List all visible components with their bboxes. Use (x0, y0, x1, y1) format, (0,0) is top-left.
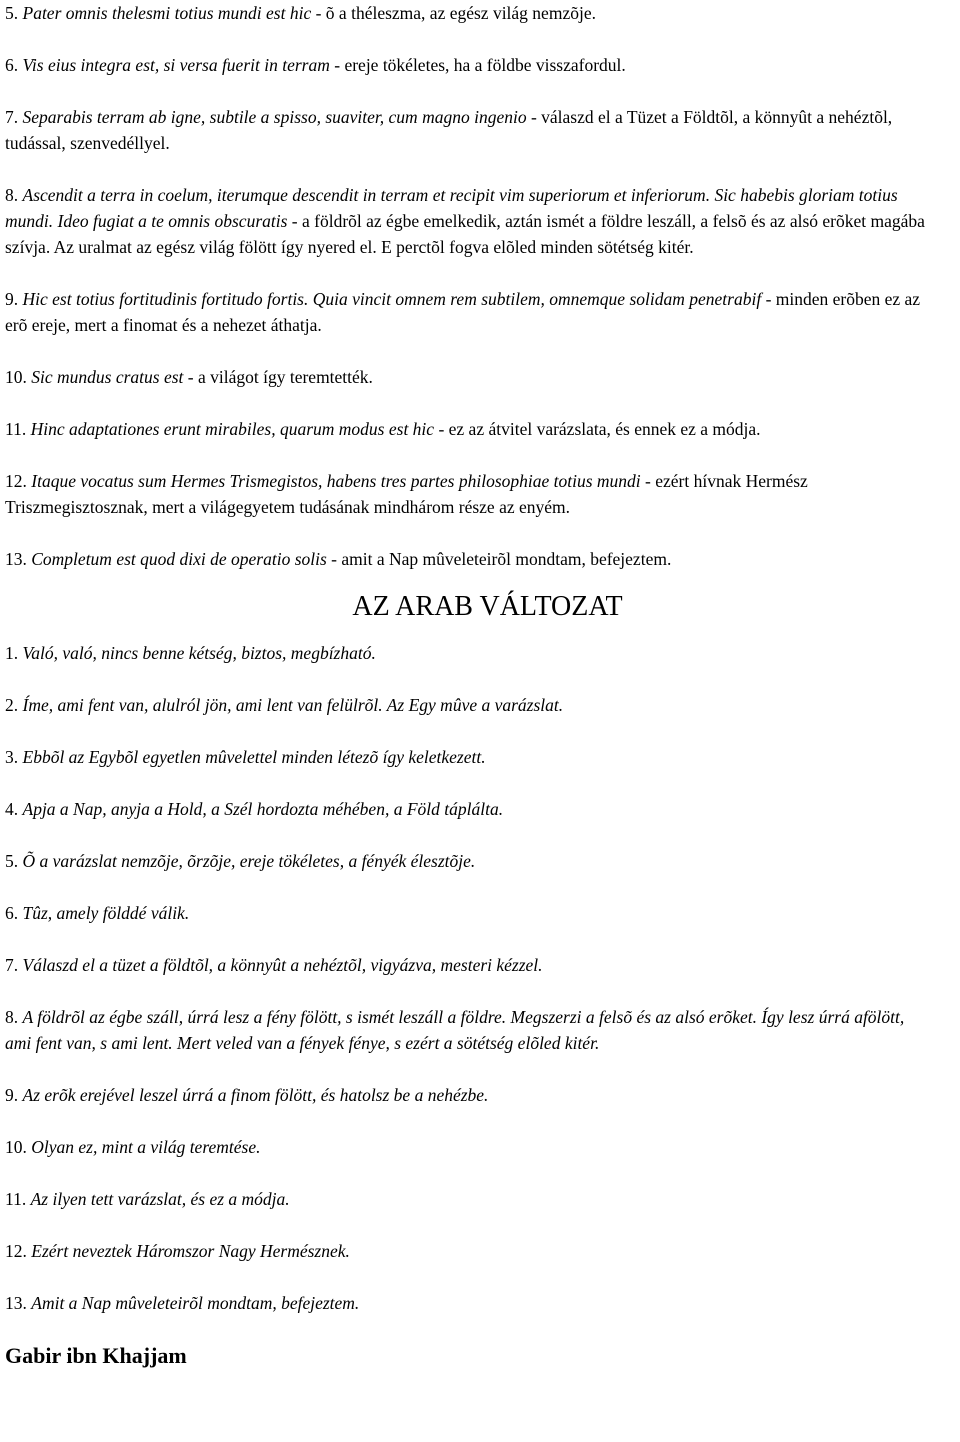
latin-text: Hinc adaptationes erunt mirabiles, quarum modus est hic (30, 419, 435, 439)
arab-paragraph-10 (5, 1134, 930, 1160)
latin-paragraph-9 (5, 286, 930, 338)
paragraph-text: Íme, ami fent van, alulról jön, ami lent van felülrõl. Az Egy mûve a varázslat. (22, 695, 564, 715)
hungarian-translation: - a földrõl az égbe emelkedik, aztán ismét a földre leszáll, a felsõ és az alsó erõket magába szívja. Az uralmat az egész világ fölött így nyered el. E perctõl fogva elõled minden sötétség kitér. (5, 211, 925, 257)
arab-paragraph-11 (5, 1186, 930, 1212)
hungarian-translation: - ezért hívnak Hermész Triszmegisztosznak, mert a világegyetem tudásának mindhárom része az enyém. (5, 471, 808, 517)
arab-paragraph-7 (5, 952, 930, 978)
latin-paragraph-6 (5, 52, 930, 78)
paragraph-number: 4. (5, 799, 19, 819)
paragraph-number: 10. (5, 367, 27, 387)
paragraph-text: Az erõk erejével leszel úrrá a finom fölött, és hatolsz be a nehézbe. (22, 1085, 489, 1105)
paragraph-number: 8. (5, 1007, 19, 1027)
arab-paragraph-2 (5, 692, 930, 718)
hungarian-translation: - ereje tökéletes, ha a földbe visszafordul. (329, 55, 626, 75)
paragraph-text: Amit a Nap mûveleteirõl mondtam, befejeztem. (31, 1293, 360, 1313)
paragraph-number: 8. (5, 185, 19, 205)
hungarian-translation: - õ a théleszma, az egész világ nemzõje. (311, 3, 596, 23)
paragraph-number: 3. (5, 747, 19, 767)
paragraph-number: 10. (5, 1137, 27, 1157)
arab-paragraph-4 (5, 796, 930, 822)
paragraph-text: Az ilyen tett varázslat, és ez a módja. (30, 1189, 290, 1209)
paragraph-number: 12. (5, 1241, 27, 1261)
latin-section (5, 0, 930, 572)
latin-text: Itaque vocatus sum Hermes Trismegistos, habens tres partes philosophiae totius mundi (31, 471, 641, 491)
paragraph-number: 1. (5, 643, 19, 663)
paragraph-number: 9. (5, 289, 19, 309)
author-name: Gabir ibn Khajjam (5, 1343, 187, 1368)
latin-text: Sic mundus cratus est (31, 367, 184, 387)
arab-paragraph-12 (5, 1238, 930, 1264)
paragraph-number: 11. (5, 1189, 27, 1209)
latin-text: Hic est totius fortitudinis fortitudo fortis. Quia vincit omnem rem subtilem, omnemque solidam penetrabif (22, 289, 762, 309)
arab-paragraph-3 (5, 744, 930, 770)
paragraph-number: 11. (5, 419, 27, 439)
latin-paragraph-10 (5, 364, 930, 390)
paragraph-text: Tûz, amely földdé válik. (22, 903, 190, 923)
paragraph-number: 13. (5, 549, 27, 569)
latin-text: Vis eius integra est, si versa fuerit in terram (22, 55, 330, 75)
hungarian-translation: - a világot így teremtették. (183, 367, 373, 387)
paragraph-text: Ezért neveztek Háromszor Nagy Hermésznek. (31, 1241, 350, 1261)
document-page (5, 0, 930, 1370)
paragraph-number: 6. (5, 55, 19, 75)
paragraph-text: Õ a varázslat nemzõje, õrzõje, ereje tökéletes, a fényék élesztõje. (22, 851, 476, 871)
paragraph-number: 12. (5, 471, 27, 491)
paragraph-number: 7. (5, 955, 19, 975)
paragraph-text: Való, való, nincs benne kétség, biztos, megbízható. (22, 643, 376, 663)
hungarian-translation: - minden erõben ez az erõ ereje, mert a finomat és a nehezet áthatja. (5, 289, 921, 335)
latin-paragraph-13 (5, 546, 930, 572)
paragraph-number: 7. (5, 107, 19, 127)
paragraph-number: 13. (5, 1293, 27, 1313)
arab-section (5, 590, 930, 1316)
latin-text: Separabis terram ab igne, subtile a spisso, suaviter, cum magno ingenio (22, 107, 527, 127)
latin-text: Ascendit a terra in coelum, iterumque descendit in terram et recipit vim superiorum et inferiorum. Sic habebis gloriam totius mundi. Ideo fugiat a te omnis obscuratis (5, 185, 898, 231)
arab-paragraph-6 (5, 900, 930, 926)
latin-text: Completum est quod dixi de operatio solis (31, 549, 327, 569)
paragraph-number: 2. (5, 695, 19, 715)
section-title: AZ ARAB VÁLTOZAT (352, 591, 623, 622)
latin-paragraph-8 (5, 182, 930, 260)
arab-paragraph-5 (5, 848, 930, 874)
paragraph-text: Olyan ez, mint a világ teremtése. (31, 1137, 261, 1157)
latin-paragraph-7 (5, 104, 930, 156)
paragraph-number: 9. (5, 1085, 19, 1105)
arab-paragraph-13 (5, 1290, 930, 1316)
paragraph-number: 5. (5, 3, 19, 23)
paragraph-text: Válaszd el a tüzet a földtõl, a könnyût a nehéztõl, vigyázva, mesteri kézzel. (22, 955, 543, 975)
latin-paragraph-12 (5, 468, 930, 520)
paragraph-text: Apja a Nap, anyja a Hold, a Szél hordozta méhében, a Föld táplálta. (22, 799, 504, 819)
paragraph-text: A földrõl az égbe száll, úrrá lesz a fény fölött, s ismét leszáll a földre. Megszerzi a felsõ és az alsó erõket. Így lesz úrrá afölött, ami fent van, s ami lent. Mert veled van a fények fénye, s ezért a sötétség elõled kitér. (5, 1007, 905, 1053)
hungarian-translation: - válaszd el a Tüzet a Földtõl, a könnyût a nehéztõl, tudással, szenvedéllyel. (5, 107, 893, 153)
arab-paragraph-8 (5, 1004, 930, 1056)
paragraph-number: 6. (5, 903, 19, 923)
latin-paragraph-5 (5, 0, 930, 26)
arab-paragraph-1 (5, 640, 930, 666)
paragraph-number: 5. (5, 851, 19, 871)
hungarian-translation: - ez az átvitel varázslata, és ennek ez a módja. (434, 419, 761, 439)
latin-paragraph-11 (5, 416, 930, 442)
hungarian-translation: - amit a Nap mûveleteirõl mondtam, befejeztem. (326, 549, 672, 569)
latin-text: Pater omnis thelesmi totius mundi est hic (22, 3, 312, 23)
arab-paragraph-9 (5, 1082, 930, 1108)
paragraph-text: Ebbõl az Egybõl egyetlen mûvelettel minden létezõ így keletkezett. (22, 747, 486, 767)
